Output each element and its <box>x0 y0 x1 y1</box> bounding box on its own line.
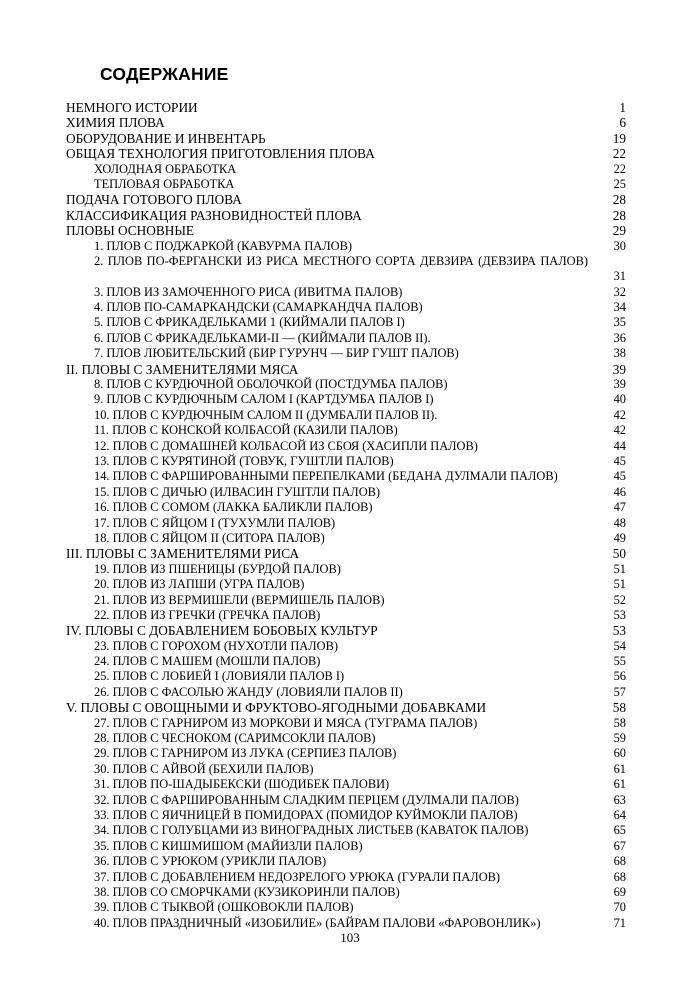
toc-entry-title: 6. ПЛОВ С ФРИКАДЕЛЬКАМИ-II — (КИЙМАЛИ ПАЛОВ II). <box>94 330 431 345</box>
toc-entry-title: 20. ПЛОВ ИЗ ЛАПШИ (УГРА ПАЛОВ) <box>94 577 305 592</box>
toc-recipe-entry[interactable] <box>66 500 626 515</box>
toc-entry-page: 40 <box>613 392 626 407</box>
toc-recipe-entry[interactable] <box>66 716 626 731</box>
page-number: 103 <box>340 930 360 945</box>
toc-recipe-entry[interactable] <box>66 408 626 423</box>
toc-entry-title: 15. ПЛОВ С ДИЧЬЮ (ИЛВАСИН ГУШТЛИ ПАЛОВ) <box>94 484 381 499</box>
toc-entry-title: 22. ПЛОВ ИЗ ГРЕЧКИ (ГРЕЧКА ПАЛОВ) <box>94 607 321 622</box>
toc-recipe-entry[interactable] <box>66 762 626 777</box>
toc-recipe-entry[interactable] <box>66 454 626 469</box>
toc-entry-title: КЛАССИФИКАЦИЯ РАЗНОВИДНОСТЕЙ ПЛОВА <box>66 207 362 223</box>
toc-section-entry[interactable] <box>66 146 626 161</box>
toc-section-entry[interactable] <box>66 208 626 223</box>
toc-entry-title: III. ПЛОВЫ С ЗАМЕНИТЕЛЯМИ РИСА <box>66 546 300 562</box>
toc-entry-title: 37. ПЛОВ С ДОБАВЛЕНИЕМ НЕДОЗРЕЛОГО УРЮКА (ГУРАЛИ ПАЛОВ) <box>94 869 501 884</box>
toc-recipe-entry[interactable] <box>66 900 626 915</box>
toc-entry-title: IV. ПЛОВЫ С ДОБАВЛЕНИЕМ БОБОВЫХ КУЛЬТУР <box>66 623 378 639</box>
toc-section-entry[interactable] <box>66 115 626 130</box>
toc-entry-page: 69 <box>613 884 626 899</box>
toc-entry-page: 38 <box>613 346 626 361</box>
toc-entry-title: 5. ПЛОВ С ФРИКАДЕЛЬКАМИ 1 (КИЙМАЛИ ПАЛОВ I) <box>94 315 405 330</box>
toc-entry-page: 1 <box>619 100 626 115</box>
toc-recipe-entry[interactable] <box>66 177 626 192</box>
toc-recipe-entry[interactable] <box>66 346 626 361</box>
toc-entry-page: 56 <box>613 669 626 684</box>
toc-entry-page: 29 <box>612 223 626 239</box>
toc-entry-page: 34 <box>613 300 626 315</box>
toc-recipe-entry[interactable] <box>66 377 626 392</box>
toc-entry-page: 68 <box>613 854 626 869</box>
toc-entry-title: 8. ПЛОВ С КУРДЮЧНОЙ ОБОЛОЧКОЙ (ПОСТДУМБА ПАЛОВ) <box>94 377 448 392</box>
toc-entry-title: 19. ПЛОВ ИЗ ПШЕНИЦЫ (БУРДОЙ ПАЛОВ) <box>94 561 341 576</box>
toc-recipe-entry[interactable] <box>66 808 626 823</box>
toc-entry-title: 29. ПЛОВ С ГАРНИРОМ ИЗ ЛУКА (СЕРПИЕЗ ПАЛОВ) <box>94 746 397 761</box>
toc-entry-page: 68 <box>613 869 626 884</box>
toc-entry-title: 9. ПЛОВ С КУРДЮЧНЫМ САЛОМ I (КАРТДУМБА ПАЛОВ I) <box>94 392 434 407</box>
toc-recipe-entry[interactable] <box>66 485 626 500</box>
toc-recipe-entry[interactable] <box>66 516 626 531</box>
toc-entry-title: 36. ПЛОВ С УРЮКОМ (УРИКЛИ ПАЛОВ) <box>94 854 327 869</box>
toc-entry-page: 39 <box>613 377 626 392</box>
toc-entry-title: 30. ПЛОВ С АЙВОЙ (БЕХИЛИ ПАЛОВ) <box>94 761 314 776</box>
toc-section-entry[interactable] <box>66 100 626 115</box>
toc-entry-title: ХОЛОДНАЯ ОБРАБОТКА <box>94 161 237 176</box>
toc-recipe-entry[interactable] <box>66 239 626 254</box>
toc-entry-page: 65 <box>613 823 626 838</box>
toc-section-entry[interactable] <box>66 546 626 561</box>
toc-entry-title: II. ПЛОВЫ С ЗАМЕНИТЕЛЯМИ МЯСА <box>66 361 299 377</box>
toc-recipe-entry[interactable] <box>66 300 626 315</box>
toc-recipe-entry[interactable] <box>66 392 626 407</box>
toc-entry-page: 25 <box>613 176 626 191</box>
toc-entry-title: 2. ПЛОВ ПО-ФЕРГАНСКИ ИЗ РИСА МЕСТНОГО СОРТА ДЕВЗИРА (ДЕВЗИРА ПАЛОВ) <box>94 253 588 268</box>
toc-entry-page: 45 <box>613 469 626 484</box>
toc-entry-title: 14. ПЛОВ С ФАРШИРОВАННЫМИ ПЕРЕПЕЛКАМИ (БЕДАНА ДУЛМАЛИ ПАЛОВ) <box>94 469 558 484</box>
toc-section-entry[interactable] <box>66 362 626 377</box>
toc-entry-title: ПЛОВЫ ОСНОВНЫЕ <box>66 223 195 239</box>
toc-entry-page: 59 <box>613 731 626 746</box>
toc-entry-title: 39. ПЛОВ С ТЫКВОЙ (ОШКОВОКЛИ ПАЛОВ) <box>94 900 354 915</box>
toc-entry-page: 44 <box>613 438 626 453</box>
toc-entry-title: 24. ПЛОВ С МАШЕМ (МОШЛИ ПАЛОВ) <box>94 654 321 669</box>
toc-entry-title: 12. ПЛОВ С ДОМАШНЕЙ КОЛБАСОЙ ИЗ СБОЯ (ХАСИПЛИ ПАЛОВ) <box>94 438 478 453</box>
table-of-contents <box>66 100 626 931</box>
toc-entry-title: 3. ПЛОВ ИЗ ЗАМОЧЕННОГО РИСА (ИВИТМА ПАЛОВ) <box>94 284 403 299</box>
toc-entry-title: ХИМИЯ ПЛОВА <box>66 115 165 131</box>
toc-recipe-entry[interactable] <box>66 885 626 900</box>
toc-recipe-entry[interactable] <box>66 469 626 484</box>
toc-entry-title: ОБЩАЯ ТЕХНОЛОГИЯ ПРИГОТОВЛЕНИЯ ПЛОВА <box>66 146 375 162</box>
toc-section-entry[interactable] <box>66 223 626 238</box>
toc-entry-title: 31. ПЛОВ ПО-ШАДЫБЕКСКИ (ШОДИБЕК ПАЛОВИ) <box>94 777 390 792</box>
toc-entry-page: 53 <box>613 607 626 622</box>
toc-entry-page: 28 <box>612 207 626 223</box>
toc-entry-page: 35 <box>613 315 626 330</box>
toc-entry-page: 52 <box>613 592 626 607</box>
toc-entry-page: 31 <box>613 269 626 284</box>
toc-recipe-entry[interactable] <box>66 593 626 608</box>
toc-entry-page: 71 <box>613 915 626 930</box>
toc-entry-title: 18. ПЛОВ С ЯЙЦОМ II (СИТОРА ПАЛОВ) <box>94 530 325 545</box>
toc-entry-page: 61 <box>613 761 626 776</box>
toc-entry-page: 60 <box>613 746 626 761</box>
toc-entry-page: 58 <box>613 715 626 730</box>
toc-entry-page: 45 <box>613 454 626 468</box>
toc-section-entry[interactable] <box>66 623 626 638</box>
toc-entry-title: 33. ПЛОВ С ЯИЧНИЦЕЙ В ПОМИДОРАХ (ПОМИДОР КУЙМОКЛИ ПАЛОВ) <box>94 807 518 822</box>
toc-entry-title: ТЕПЛОВАЯ ОБРАБОТКА <box>94 176 235 191</box>
toc-entry-title: 17. ПЛОВ С ЯЙЦОМ I (ТУХУМЛИ ПАЛОВ) <box>94 515 336 530</box>
toc-recipe-entry[interactable] <box>66 423 626 438</box>
toc-recipe-entry[interactable] <box>66 916 626 931</box>
toc-recipe-entry[interactable] <box>66 315 626 330</box>
toc-entry-title: 10. ПЛОВ С КУРДЮЧНЫМ САЛОМ II (ДУМБАЛИ ПАЛОВ II). <box>94 407 438 422</box>
toc-recipe-entry[interactable] <box>66 531 626 546</box>
toc-entry-page: 63 <box>613 792 626 807</box>
toc-recipe-entry[interactable] <box>66 254 626 285</box>
toc-entry-page: 57 <box>613 684 626 699</box>
toc-entry-page: 55 <box>613 654 626 669</box>
toc-recipe-entry[interactable] <box>66 746 626 761</box>
toc-entry-page: 30 <box>613 238 626 253</box>
toc-entry-title: НЕМНОГО ИСТОРИИ <box>66 100 198 115</box>
toc-entry-page: 48 <box>613 515 626 530</box>
toc-entry-page: 22 <box>613 161 626 176</box>
toc-entry-page: 47 <box>613 500 626 515</box>
toc-entry-title: 34. ПЛОВ С ГОЛУБЦАМИ ИЗ ВИНОГРАДНЫХ ЛИСТЬЕВ (КАВАТОК ПАЛОВ) <box>94 823 529 838</box>
toc-entry-page: 53 <box>612 623 626 639</box>
toc-entry-page: 49 <box>613 530 626 545</box>
toc-entry-title: 28. ПЛОВ С ЧЕСНОКОМ (САРИМСОКЛИ ПАЛОВ) <box>94 731 376 746</box>
toc-entry-title: 26. ПЛОВ С ФАСОЛЬЮ ЖАНДУ (ЛОВИЯЛИ ПАЛОВ II) <box>94 684 403 699</box>
toc-recipe-entry[interactable] <box>66 577 626 592</box>
toc-section-entry[interactable] <box>66 700 626 715</box>
toc-entry-title: 16. ПЛОВ С СОМОМ (ЛАККА БАЛИКЛИ ПАЛОВ) <box>94 500 373 515</box>
toc-entry-title: 21. ПЛОВ ИЗ ВЕРМИШЕЛИ (ВЕРМИШЕЛЬ ПАЛОВ) <box>94 592 385 607</box>
toc-recipe-entry[interactable] <box>66 854 626 869</box>
toc-entry-title: 4. ПЛОВ ПО-САМАРКАНДСКИ (САМАРКАНДЧА ПАЛОВ) <box>94 300 423 315</box>
toc-entry-page: 51 <box>613 561 626 576</box>
toc-entry-page: 39 <box>612 361 626 377</box>
page-title: СОДЕРЖАНИЕ <box>100 64 229 84</box>
toc-entry-title: 11. ПЛОВ С КОНСКОЙ КОЛБАСОЙ (КАЗИЛИ ПАЛОВ) <box>94 423 398 438</box>
toc-entry-title: 38. ПЛОВ СО СМОРЧКАМИ (КУЗИКОРИНЛИ ПАЛОВ) <box>94 884 400 899</box>
toc-recipe-entry[interactable] <box>66 870 626 885</box>
toc-entry-page: 54 <box>613 638 626 653</box>
toc-entry-title: ПОДАЧА ГОТОВОГО ПЛОВА <box>66 192 242 208</box>
toc-entry-title: 35. ПЛОВ С КИШМИШОМ (МАЙИЗЛИ ПАЛОВ) <box>94 838 363 853</box>
toc-entry-page: 67 <box>613 838 626 853</box>
toc-recipe-entry[interactable] <box>66 685 626 700</box>
toc-recipe-entry[interactable] <box>66 439 626 454</box>
toc-entry-page: 42 <box>613 407 626 422</box>
toc-entry-title: 40. ПЛОВ ПРАЗДНИЧНЫЙ «ИЗОБИЛИЕ» (БАЙРАМ ПАЛОВИ «ФАРОВОНЛИК») <box>94 915 541 930</box>
toc-entry-title: 1. ПЛОВ С ПОДЖАРКОЙ (КАВУРМА ПАЛОВ) <box>94 238 352 253</box>
toc-entry-title: 27. ПЛОВ С ГАРНИРОМ ИЗ МОРКОВИ И МЯСА (ТУГРАМА ПАЛОВ) <box>94 715 478 730</box>
toc-entry-page: 6 <box>619 115 626 131</box>
toc-entry-title: 32. ПЛОВ С ФАРШИРОВАННЫМ СЛАДКИМ ПЕРЦЕМ (ДУЛМАЛИ ПАЛОВ) <box>94 792 519 807</box>
toc-entry-title: 25. ПЛОВ С ЛОБИЕЙ I (ЛОВИЯЛИ ПАЛОВ I) <box>94 669 345 684</box>
toc-recipe-entry[interactable] <box>66 839 626 854</box>
toc-recipe-entry[interactable] <box>66 654 626 669</box>
toc-recipe-entry[interactable] <box>66 731 626 746</box>
toc-recipe-entry[interactable] <box>66 608 626 623</box>
toc-recipe-entry[interactable] <box>66 639 626 654</box>
toc-entry-page: 46 <box>613 484 626 499</box>
toc-entry-page: 28 <box>612 192 626 208</box>
toc-recipe-entry[interactable] <box>66 823 626 838</box>
toc-entry-page: 42 <box>613 423 626 438</box>
toc-entry-page: 19 <box>612 130 626 146</box>
toc-recipe-entry[interactable] <box>66 285 626 300</box>
toc-entry-title: 23. ПЛОВ С ГОРОХОМ (НУХОТЛИ ПАЛОВ) <box>94 638 338 653</box>
toc-entry-page: 70 <box>613 900 626 915</box>
toc-entry-page: 61 <box>613 777 626 792</box>
toc-recipe-entry[interactable] <box>66 669 626 684</box>
toc-section-entry[interactable] <box>66 192 626 207</box>
toc-entry-page: 64 <box>613 807 626 822</box>
toc-entry-page: 51 <box>613 577 626 592</box>
toc-entry-page: 32 <box>613 284 626 299</box>
toc-recipe-entry[interactable] <box>66 562 626 577</box>
toc-entry-title: V. ПЛОВЫ С ОВОЩНЫМИ И ФРУКТОВО-ЯГОДНЫМИ ДОБАВКАМИ <box>66 700 487 716</box>
toc-entry-title: 7. ПЛОВ ЛЮБИТЕЛЬСКИЙ (БИР ГУРУНЧ — БИР ГУШТ ПАЛОВ) <box>94 346 459 361</box>
toc-recipe-entry[interactable] <box>66 777 626 792</box>
toc-entry-page: 22 <box>612 146 626 162</box>
toc-entry-title: 13. ПЛОВ С КУРЯТИНОЙ (ТОВУК, ГУШТЛИ ПАЛОВ) <box>94 454 394 468</box>
toc-section-entry[interactable] <box>66 131 626 146</box>
toc-entry-page: 58 <box>612 700 626 716</box>
toc-entry-page: 36 <box>613 330 626 345</box>
toc-recipe-entry[interactable] <box>66 793 626 808</box>
toc-entry-page: 50 <box>612 546 626 562</box>
toc-entry-title: ОБОРУДОВАНИЕ И ИНВЕНТАРЬ <box>66 130 266 146</box>
toc-recipe-entry[interactable] <box>66 162 626 177</box>
toc-recipe-entry[interactable] <box>66 331 626 346</box>
